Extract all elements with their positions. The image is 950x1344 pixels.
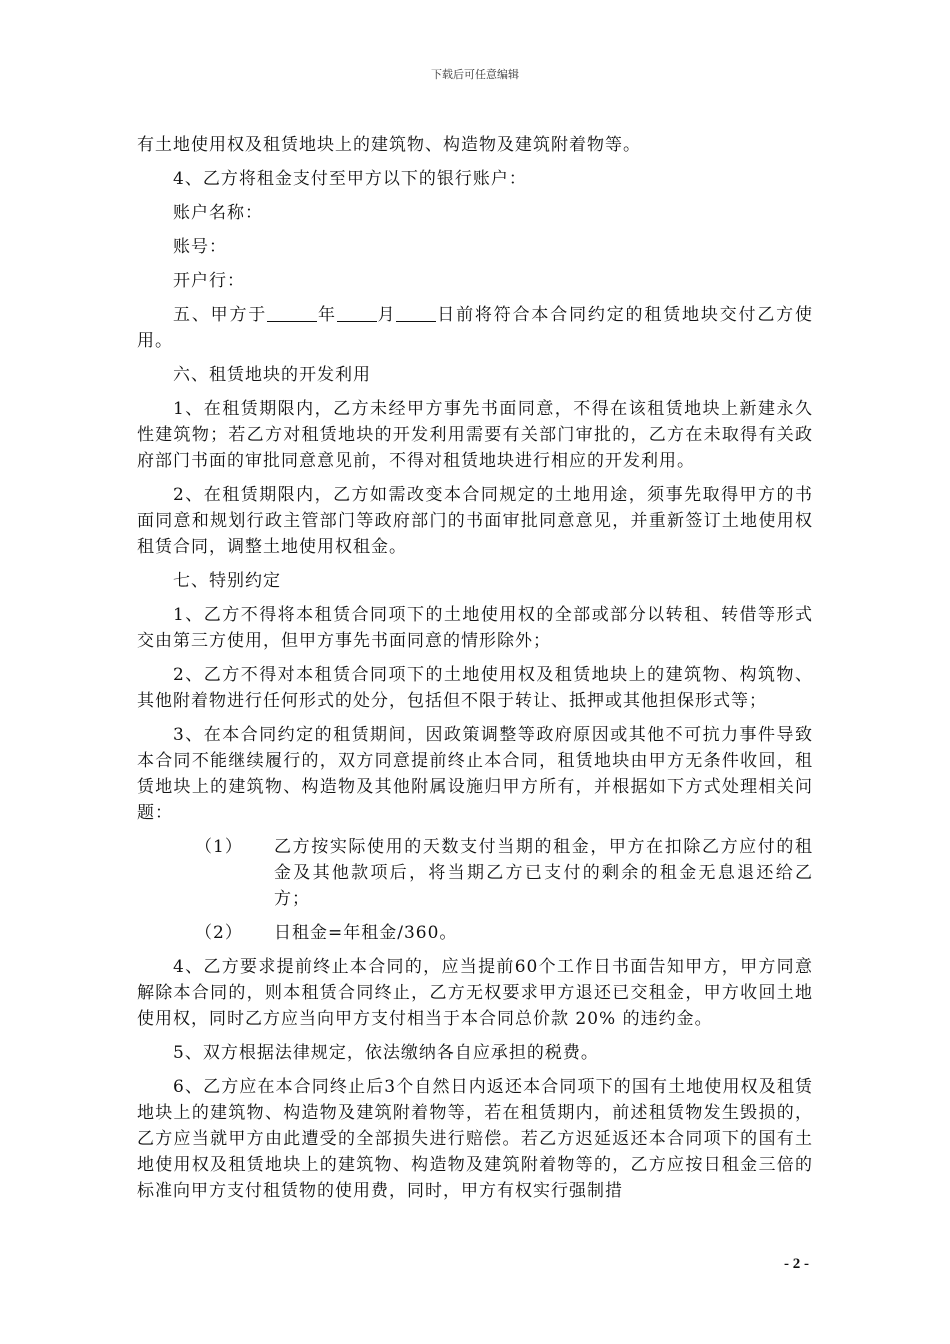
blank-day <box>396 303 436 322</box>
account-name-label: 账户名称： <box>173 203 263 223</box>
section-heading: 七、特别约定 <box>173 571 281 591</box>
paragraph: 1、乙方不得将本租赁合同项下的土地使用权的全部或部分以转租、转借等形式交由第三方使用，但甲方事先书面同意的情形除外； <box>137 605 813 651</box>
paragraph: 有土地使用权及租赁地块上的建筑物、构造物及建筑附着物等。 <box>137 135 641 155</box>
paragraph: 3、在本合同约定的租赁期间，因政策调整等政府原因或其他不可抗力事件导致本合同不能继续履行的，双方同意提前终止本合同，租赁地块由甲方无条件收回，租赁地块上的建筑物、构造物及其他附属设施归甲方所有，并根据如下方式处理相关问题： <box>137 725 813 823</box>
section-heading: 六、租赁地块的开发利用 <box>173 365 371 385</box>
list-text: 日租金=年租金/360。 <box>274 923 458 943</box>
document-body <box>137 132 813 1212</box>
bank-label: 开户行： <box>173 271 245 291</box>
paragraph: 5、双方根据法律规定，依法缴纳各自应承担的税费。 <box>173 1043 599 1063</box>
list-item <box>137 920 813 946</box>
list-item <box>137 834 813 912</box>
page-header: 下载后可任意编辑 <box>431 68 519 81</box>
paragraph: 6、乙方应在本合同终止后3个自然日内返还本合同项下的国有土地使用权及租赁地块上的建筑物、构造物及建筑附着物等，若在租赁期内，前述租赁物发生毁损的，乙方应当就甲方由此遭受的全部损失进行赔偿。若乙方迟延返还本合同项下的国有土地使用权及租赁地块上的建筑物、构造物及建筑附着物等的，乙方应按日租金三倍的标准向甲方支付租赁物的使用费，同时，甲方有权实行强制措 <box>137 1077 813 1201</box>
paragraph: 4、乙方要求提前终止本合同的，应当提前60个工作日书面告知甲方，甲方同意解除本合同的，则本租赁合同终止，乙方无权要求甲方退还已交租金，甲方收回土地使用权，同时乙方应当向甲方支付相当于本合同总价款 20% 的违约金。 <box>137 957 813 1029</box>
paragraph: 1、在租赁期限内，乙方未经甲方事先书面同意，不得在该租赁地块上新建永久性建筑物；若乙方对租赁地块的开发利用需要有关部门审批的，乙方在未取得有关政府部门书面的审批同意意见前，不得对租赁地块进行相应的开发利用。 <box>137 399 813 471</box>
account-number-label: 账号： <box>173 237 227 257</box>
paragraph: 2、乙方不得对本租赁合同项下的土地使用权及租赁地块上的建筑物、构筑物、其他附着物进行任何形式的处分，包括但不限于转让、抵押或其他担保形式等； <box>137 665 813 711</box>
text: 月 <box>376 305 397 325</box>
text: 日前将符合本合同约定的租赁地块交付乙方使用。 <box>137 305 814 351</box>
blank-year <box>267 303 317 322</box>
text: 年 <box>317 305 337 325</box>
blank-month <box>337 303 377 322</box>
list-number: （2） <box>195 923 243 943</box>
page-number: - 2 - <box>784 1256 809 1272</box>
paragraph-delivery <box>137 302 813 354</box>
list-number: （1） <box>195 837 243 857</box>
text: 五、甲方于 <box>173 305 268 325</box>
paragraph: 2、在租赁期限内，乙方如需改变本合同规定的土地用途，须事先取得甲方的书面同意和规划行政主管部门等政府部门的书面审批同意意见，并重新签订土地使用权租赁合同，调整土地使用权租金。 <box>137 485 813 557</box>
list-text: 乙方按实际使用的天数支付当期的租金，甲方在扣除乙方应付的租金及其他款项后，将当期乙方已支付的剩余的租金无息退还给乙方； <box>274 837 813 909</box>
paragraph: 4、乙方将租金支付至甲方以下的银行账户： <box>173 169 527 189</box>
